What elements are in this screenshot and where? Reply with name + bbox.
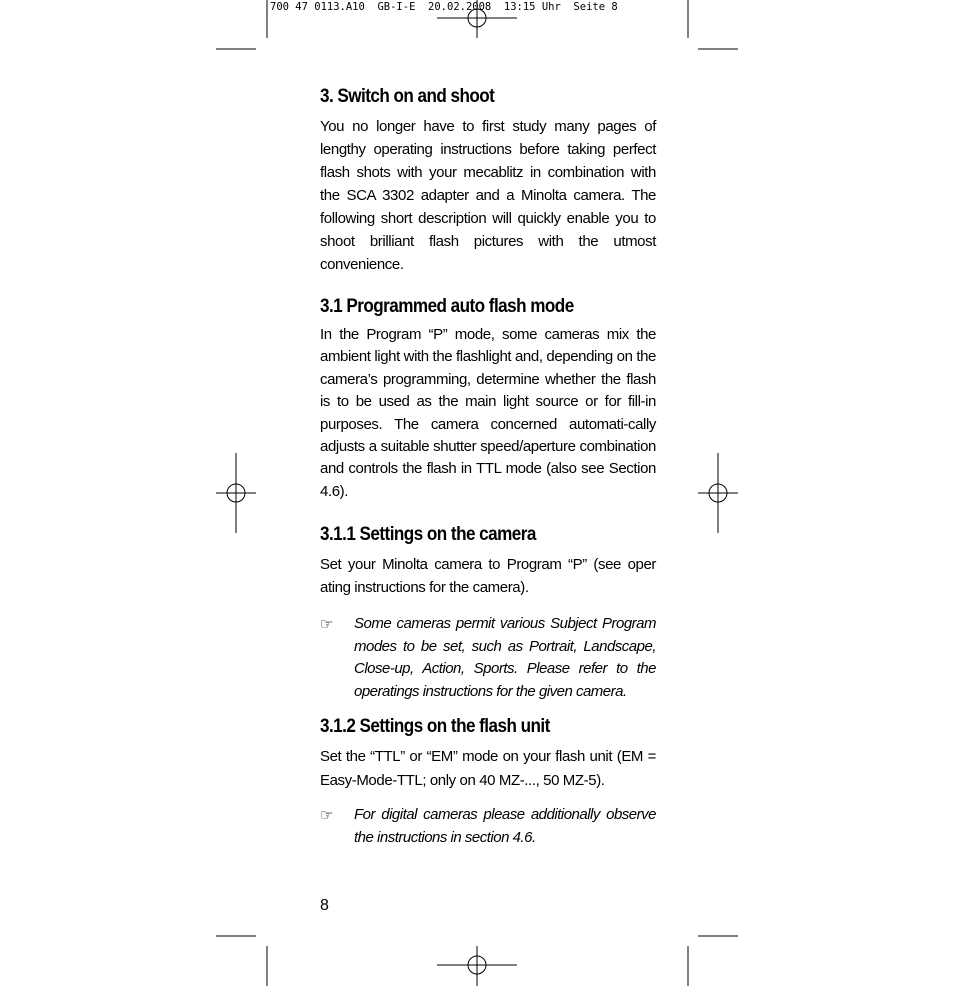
page-content <box>320 86 656 849</box>
heading-switch-on-and-shoot: 3. Switch on and shoot <box>320 86 495 107</box>
pointing-hand-icon: ☞ <box>320 616 334 634</box>
paragraph-settings-camera: Set your Minolta camera to Program “P” (see oper ating instructions for the camera). <box>320 556 656 597</box>
heading-programmed-auto-flash: 3.1 Programmed auto flash mode <box>320 296 574 317</box>
paragraph-switch-on: You no longer have to first study many pages of lengthy operating instructions before taking perfect flash shots with your mecablitz in combination with the SCA 3302 adapter and a Minolta camera. The following short description will quickly enable you to shoot brilliant flash pictures with the utmost convenience. <box>320 118 656 273</box>
heading-settings-flash-unit: 3.1.2 Settings on the flash unit <box>320 716 550 738</box>
heading-settings-camera: 3.1.1 Settings on the camera <box>320 524 536 546</box>
note-text-digital-cameras: For digital cameras please additionally observe the instructions in section 4.6. <box>354 806 656 846</box>
note-text-subject-programs: Some cameras permit various Subject Program modes to be set, such as Portrait, Landscape, Close-up, Action, Sports. Please refer to the operatings instructions for the given camera. <box>354 615 656 700</box>
print-header: 700 47 0113.A10 GB-I-E 20.02.2008 13:15 Uhr Seite 8 <box>270 1 618 13</box>
note-subject-programs <box>320 613 656 703</box>
page-number: 8 <box>320 897 329 914</box>
paragraph-settings-flash-unit: Set the “TTL” or “EM” mode on your flash unit (EM = Easy-Mode-TTL; only on 40 MZ-..., 50 MZ-5). <box>320 748 656 790</box>
pointing-hand-icon: ☞ <box>320 807 334 825</box>
note-digital-cameras <box>320 804 656 849</box>
paragraph-programmed-auto-flash: In the Program “P” mode, some cameras mix the ambient light with the flashlight and, depending on the camera’s programming, determine whether the flash is to be used as the main light source or for fill-in purposes. The camera concerned automati-cally adjusts a suitable shutter speed/aperture combination and controls the flash in TTL mode (also see Section 4.6). <box>320 326 656 500</box>
